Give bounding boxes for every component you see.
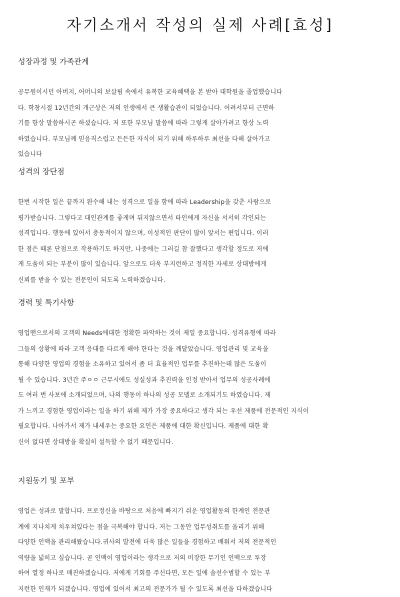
section-heading: 경력 및 특기사항 (18, 298, 382, 308)
paragraph-line: 한번 시작한 일은 끝까지 완수해 내는 성격으로 일을 함에 따라 Leadership을 갖춘 사람으로 (18, 195, 382, 211)
paragraph-line: 성격입니다. 행동에 있어서 충동적이지 않으며, 이성적인 판단이 많이 앞서는 편입니다. 이러 (18, 226, 382, 242)
paragraph-line: 될 수 있습니다. 3년간 주ㅇㅇ 근무시에도 성실성과 추진력을 인정 받아서 업무의 성공사례에 (18, 373, 382, 389)
section-heading: 성격의 장단점 (18, 167, 382, 177)
paragraph-line: 계에 지나치게 치우쳐있다는 점을 극복해야 합니다. 저는 그동안 업무성취도를 올리기 위해 (18, 520, 382, 536)
paragraph-line: 영업맨으로서의 고객의 Needs에대한 정확한 파악하는 것이 제일 중요합니다. 성격유형에 따라 (18, 326, 382, 342)
section-career (18, 298, 382, 450)
paragraph-line: 역량을 넓히고 싶습니다. 곧 인맥이 영업이라는 생각으로 저의 비장한 무기인 인맥으로 투장 (18, 551, 382, 567)
section-heading: 지원동기 및 포부 (18, 476, 382, 486)
paragraph-line: 있습니다 (18, 147, 382, 163)
paragraph-line: 공무원이시던 아버지, 어머니의 보살핌 속에서 유복한 교육혜택을 본 받아 대학원을 졸업했습니다 (18, 85, 382, 101)
section-heading: 성장과정 및 가족관계 (18, 57, 382, 67)
document-title: 자기소개서 작성의 실제 사례[효성] (0, 14, 400, 35)
paragraph-line: 신뢰를 받을 수 있는 전문인이 되도록 노력하겠습니다. (18, 273, 382, 289)
paragraph-line: 한 점은 때론 단점으로 작용하기도 하지만, 나중에는 그러길 참 잘했다고 생각할 정도로 저에 (18, 242, 382, 258)
section-motivation (18, 476, 382, 597)
paragraph-line: 하여 열정 하나로 매진하겠습니다. 저에게 기회를 주신다면, 모든 일에 솔선수범할 수 있는 부 (18, 566, 382, 582)
paragraph-line: 그들의 상황에 따라 고객 응대를 다르게 해야 한다는 것을 깨달았습니다. 영업관리 및 교육을 (18, 342, 382, 358)
paragraph-line: 도 여러 번 사보에 소개되었으며, 나의 행동이 하나의 성공 모델로 소개되기도 하였습니다. 제 (18, 388, 382, 404)
paragraph-line: 기를 항상 말씀하시곤 하셨습니다. 저 또한 부모님 말씀에 따라 그렇게 살아가려고 항상 노력 (18, 116, 382, 132)
paragraph-line: 다. 학창시절 12년간의 개근상은 저의 인생에서 큰 생활습관이 되었습니다. 어려서부터 근면하 (18, 101, 382, 117)
paragraph-line: 필요합니다. 나아가서 제가 내세우는 중요한 요인은 제품에 대한 확신입니다. 제품에 대한 확 (18, 419, 382, 435)
paragraph-line: 지런한 인재가 되겠습니다. 영업에 있어서 최고의 전문가가 될 수 있도록 최선을 다하겠습니다 (18, 582, 382, 597)
section-growth-family (18, 57, 382, 163)
paragraph-line: 하였습니다. 부모님께 믿음직스럽고 든든한 자식이 되기 위해 하루하루 최선을 다해 살아가고 (18, 132, 382, 148)
paragraph-line: 신이 없다면 상대방을 확실히 설득할 수 없기 때문입니다. (18, 435, 382, 451)
paragraph-line: 영업은 성과로 말합니다. 프로정신을 바탕으로 처음에 빠지기 쉬운 영업활동의 한계인 전문관 (18, 504, 382, 520)
paragraph-line: 다양한 인맥을 관리해왔습니다.귀사의 발전에 더욱 많은 일들을 경험하고 배워서 저의 전문적인 (18, 535, 382, 551)
paragraph-line: 게 도움이 되는 부분이 많이 있습니다. 앞으로도 더욱 부지런하고 정직한 자세로 상대방에게 (18, 257, 382, 273)
section-personality (18, 167, 382, 288)
paragraph-line: 통해 다양한 영업의 경험을 소유하고 있어서 좀 더 효율적인 업무를 추진하는데 많은 도움이 (18, 357, 382, 373)
paragraph-line: 가 느끼고 경험한 영업이라는 일을 하기 위해 제가 가장 중요하다고 생각 되는 우선 제품에 전문적인 지식이 (18, 404, 382, 420)
paragraph-line: 평가받습니다. 그렇다고 대인관계를 좋게며 뒤지않으면서 타인에게 자신을 서서히 각인되는 (18, 211, 382, 227)
